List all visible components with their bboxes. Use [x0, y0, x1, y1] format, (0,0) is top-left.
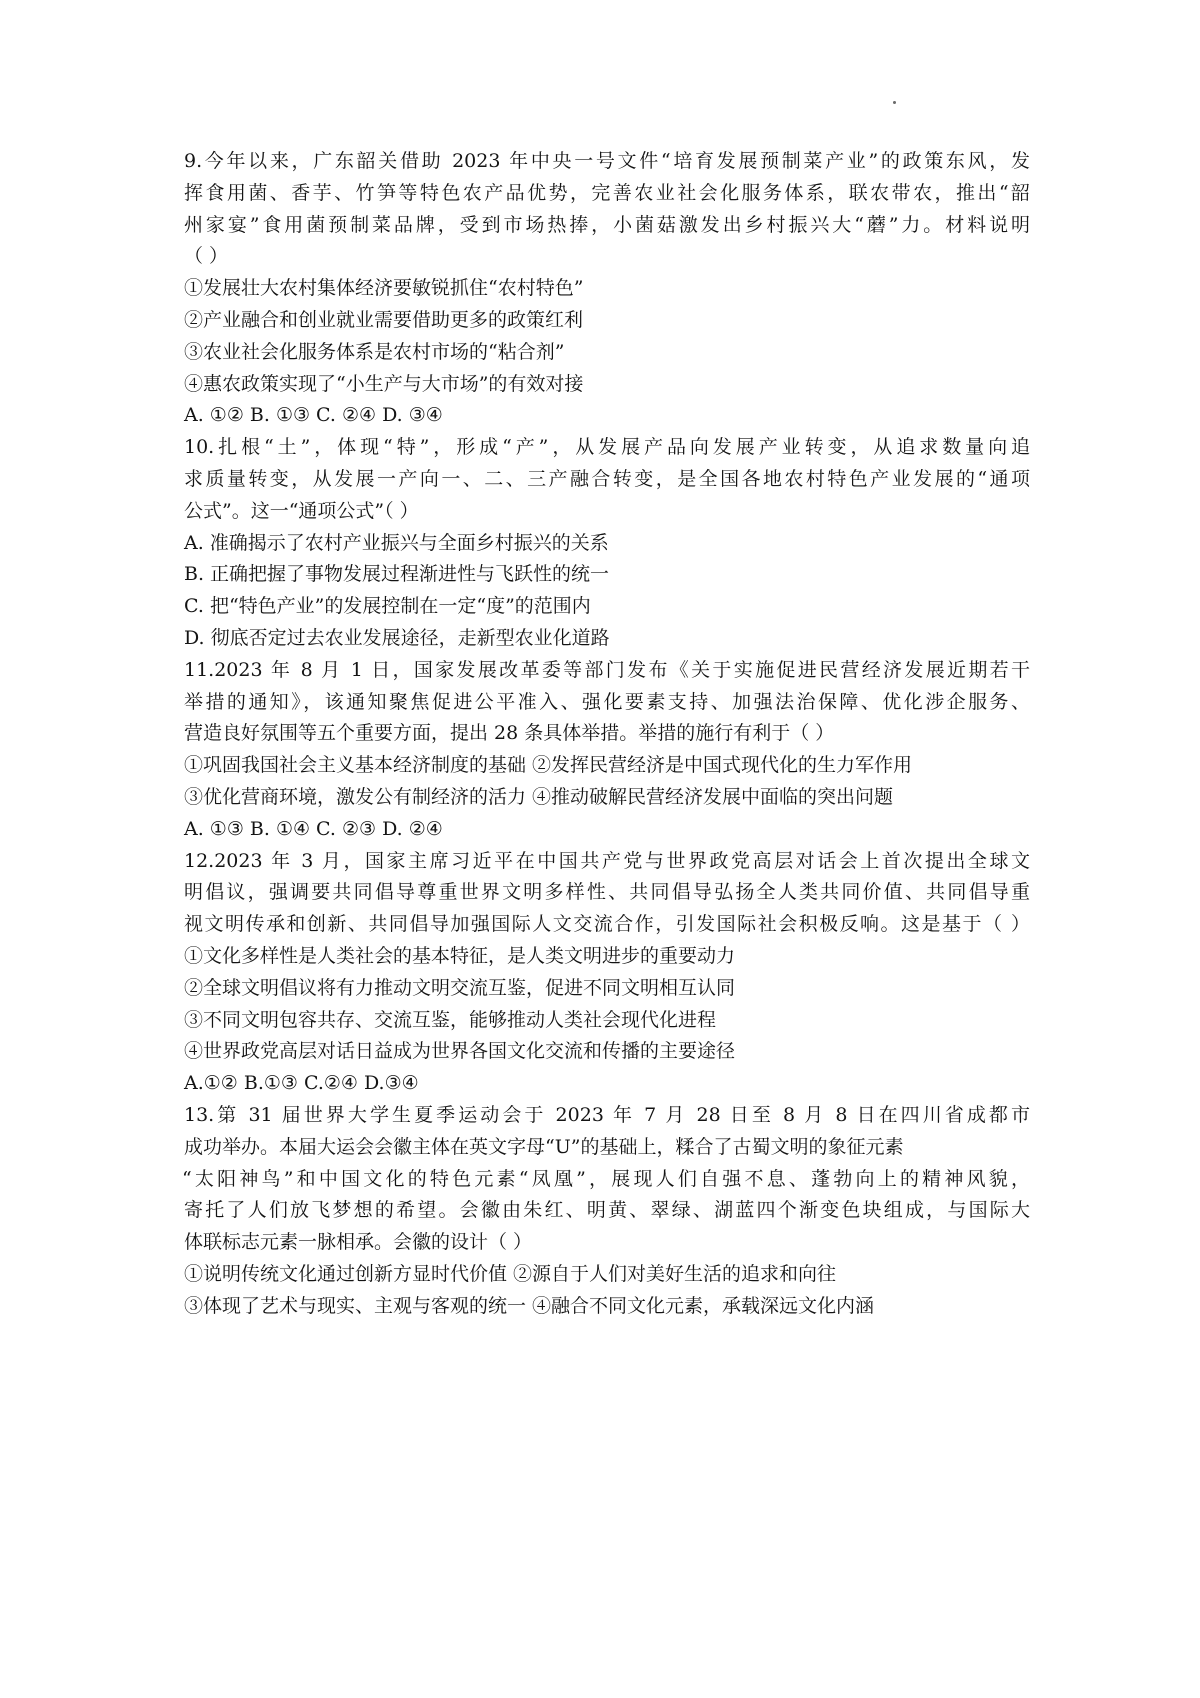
- question-stem-line: 州家宴”食用菌预制菜品牌，受到市场热捧，小菌菇激发出乡村振兴大“蘑”力。材料说明: [184, 213, 1030, 236]
- question-option: ②全球文明倡议将有力推动文明交流互鉴，促进不同文明相互认同: [184, 976, 736, 999]
- page-dot-mark: [893, 101, 896, 104]
- question-13: [184, 1100, 1030, 1323]
- answer-option-d: D. 彻底否定过去农业发展途径，走新型农业化道路: [184, 626, 610, 649]
- question-stem-line: 11.2023 年 8 月 1 日，国家发展改革委等部门发布《关于实施促进民营经济发展近期若干: [184, 658, 1030, 681]
- question-12: [184, 846, 1030, 1100]
- answer-option-c: C. 把“特色产业”的发展控制在一定“度”的范围内: [184, 595, 591, 618]
- question-stem-line: 13.第 31 届世界大学生夏季运动会于 2023 年 7 月 28 日至 8 月 8 日在四川省成都市: [184, 1103, 1030, 1126]
- question-option: ①文化多样性是人类社会的基本特征，是人类文明进步的重要动力: [184, 944, 736, 967]
- question-option: ③不同文明包容共存、交流互鉴，能够推动人类社会现代化进程: [184, 1008, 717, 1031]
- question-option: ①发展壮大农村集体经济要敏锐抓住“农村特色”: [184, 277, 584, 300]
- question-stem-line: 9.今年以来，广东韶关借助 2023 年中央一号文件“培育发展预制菜产业”的政策东风，发: [184, 150, 1030, 172]
- answer-option-a: A. 准确揭示了农村产业振兴与全面乡村振兴的关系: [184, 531, 609, 554]
- question-11: [184, 655, 1030, 846]
- question-stem-line: 求质量转变，从发展一产向一、二、三产融合转变，是全国各地农村特色产业发展的“通项: [184, 467, 1030, 490]
- question-stem-line: 10.扎根“土”，体现“特”，形成“产”，从发展产品向发展产业转变，从追求数量向追: [184, 436, 1030, 459]
- question-10: [184, 432, 1030, 655]
- question-stem-line: 12.2023 年 3 月，国家主席习近平在中国共产党与世界政党高层对话会上首次提出全球文: [184, 849, 1030, 872]
- question-stem-line: “太阳神鸟”和中国文化的特色元素“凤凰”，展现人们自强不息、蓬勃向上的精神风貌，: [182, 1167, 1030, 1190]
- question-stem-line: 明倡议，强调要共同倡导尊重世界文明多样性、共同倡导弘扬全人类共同价值、共同倡导重: [184, 881, 1030, 904]
- question-option: ③优化营商环境，激发公有制经济的活力 ④推动破解民营经济发展中面临的突出问题: [184, 785, 894, 808]
- question-stem-line: 营造良好氛围等五个重要方面，提出 28 条具体举措。举措的施行有利于（ ）: [184, 722, 835, 745]
- question-option: ④惠农政策实现了“小生产与大市场”的有效对接: [184, 372, 584, 395]
- question-stem-line: 挥食用菌、香芋、竹笋等特色农产品优势，完善农业社会化服务体系，联农带农，推出“韶: [184, 181, 1030, 204]
- question-stem-line: （ ）: [184, 245, 229, 268]
- question-stem-line: 公式”。这一“通项公式”（ ）: [184, 499, 419, 522]
- question-stem-line: 成功举办。本届大运会会徽主体在英文字母“U”的基础上，糅合了古蜀文明的象征元素: [184, 1135, 904, 1158]
- answer-choices: A. ①③ B. ①④ C. ②③ D. ②④: [184, 817, 443, 840]
- question-9: [184, 146, 1030, 432]
- question-option: ②产业融合和创业就业需要借助更多的政策红利: [184, 308, 584, 331]
- question-option: ①说明传统文化通过创新方显时代价值 ②源自于人们对美好生活的追求和向往: [184, 1262, 837, 1285]
- question-option: ③体现了艺术与现实、主观与客观的统一 ④融合不同文化元素，承载深远文化内涵: [184, 1294, 875, 1317]
- question-option: ③农业社会化服务体系是农村市场的“粘合剂”: [184, 340, 565, 363]
- question-stem-line: 寄托了人们放飞梦想的希望。会徽由朱红、明黄、翠绿、湖蓝四个渐变色块组成，与国际大: [184, 1199, 1030, 1222]
- question-stem-line: 视文明传承和创新、共同倡导加强国际人文交流合作，引发国际社会积极反响。这是基于（ ）: [184, 913, 1030, 936]
- answer-option-b: B. 正确把握了事物发展过程渐进性与飞跃性的统一: [184, 563, 610, 586]
- question-option: ④世界政党高层对话日益成为世界各国文化交流和传播的主要途径: [184, 1040, 736, 1063]
- question-option: ①巩固我国社会主义基本经济制度的基础 ②发挥民营经济是中国式现代化的生力军作用: [184, 754, 913, 777]
- question-list: [184, 146, 1030, 1322]
- question-stem-line: 举措的通知》，该通知聚焦促进公平准入、强化要素支持、加强法治保障、优化涉企服务、: [184, 690, 1030, 713]
- answer-choices: A.①② B.①③ C.②④ D.③④: [184, 1072, 419, 1095]
- answer-choices: A. ①② B. ①③ C. ②④ D. ③④: [184, 404, 443, 427]
- question-stem-line: 体联标志元素一脉相承。会徽的设计（ ）: [184, 1231, 533, 1254]
